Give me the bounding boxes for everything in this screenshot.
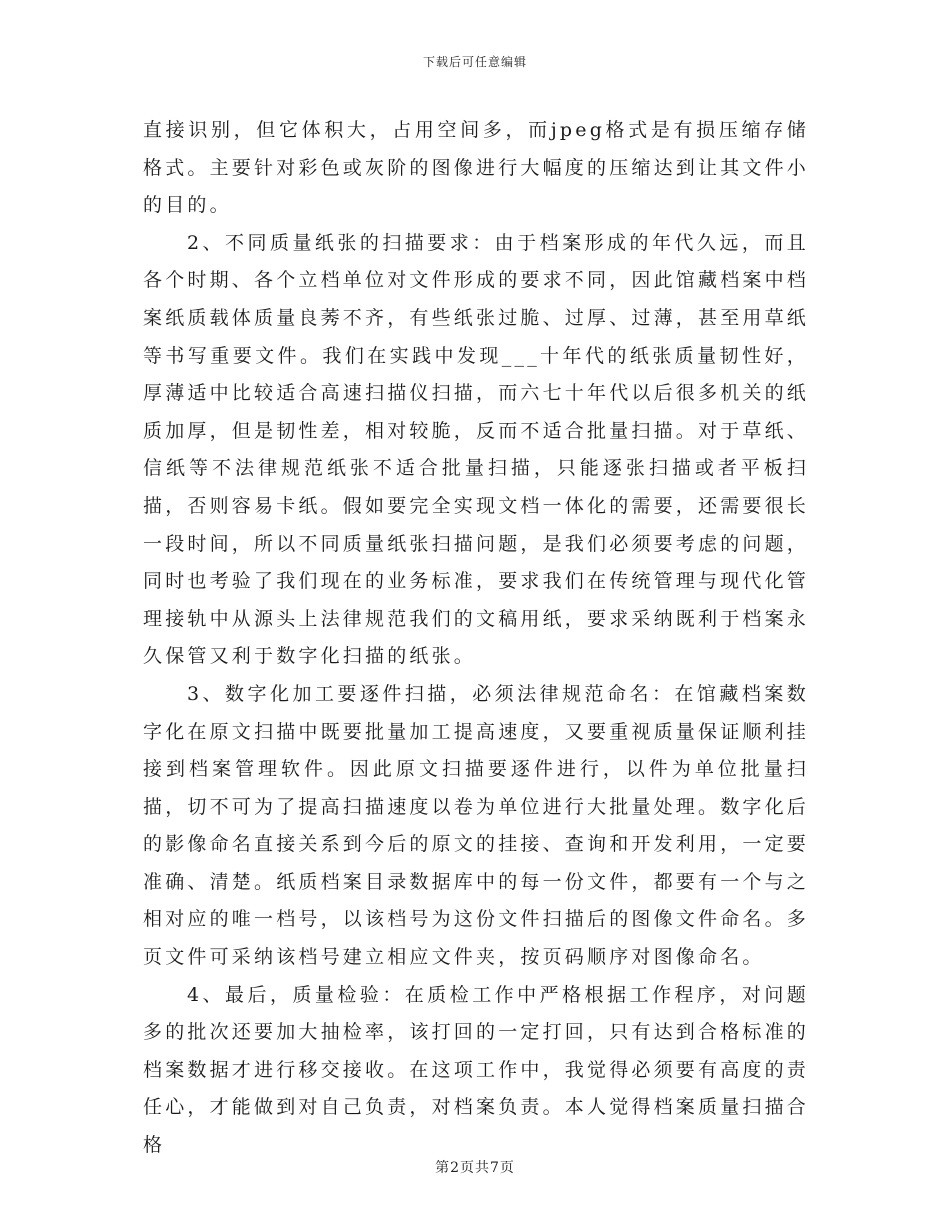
page-number: 第2页共7页 bbox=[435, 1160, 515, 1176]
paragraph-continuation: 直接识别，但它体积大，占用空间多，而jpeg格式是有损压缩存储格式。主要针对彩色或灰阶的图像进行大幅度的压缩达到让其文件小的目的。 bbox=[143, 119, 810, 217]
paragraph-scanning-naming: 3、数字化加工要逐件扫描，必须法律规范命名：在馆藏档案数字化在原文扫描中既要批量加工提高速度，又要重视质量保证顺利挂接到档案管理软件。因此原文扫描要逐件进行，以件为单位批量扫描，切不可为了提高扫描速度以卷为单位进行大批量处理。数字化后的影像命名直接关系到今后的原文的挂接、查询和开发利用，一定要准确、清楚。纸质档案目录数据库中的每一份文件，都要有一个与之相对应的唯一档号，以该档号为这份文件扫描后的图像文件命名。多页文件可采纳该档号建立相应文件夹，按页码顺序对图像命名。 bbox=[143, 682, 810, 969]
page-header: 下载后可任意编辑 bbox=[422, 55, 527, 69]
paragraph-paper-quality: 2、不同质量纸张的扫描要求：由于档案形成的年代久远，而且各个时期、各个立档单位对文件形成的要求不同，因此馆藏档案中档案纸质载体质量良莠不齐，有些纸张过脆、过厚、过薄，甚至用草纸等书写重要文件。我们在实践中发现___十年代的纸张质量韧性好，厚薄适中比较适合高速扫描仪扫描，而六七十年代以后很多机关的纸质加厚，但是韧性差，相对较脆，反而不适合批量扫描。对于草纸、信纸等不法律规范纸张不适合批量扫描，只能逐张扫描或者平板扫描，否则容易卡纸。假如要完全实现文档一体化的需要，还需要很长一段时间，所以不同质量纸张扫描问题，是我们必须要考虑的问题，同时也考验了我们现在的业务标准，要求我们在传统管理与现代化管理接轨中从源头上法律规范我们的文稿用纸，要求采纳既利于档案永久保管又利于数字化扫描的纸张。 bbox=[143, 231, 810, 668]
paragraph-quality-check: 4、最后，质量检验：在质检工作中严格根据工作程序，对问题多的批次还要加大抽检率，该打回的一定打回，只有达到合格标准的档案数据才进行移交接收。在这项工作中，我觉得必须要有高度的责任心，才能做到对自己负责，对档案负责。本人觉得档案质量扫描合格 bbox=[143, 983, 810, 1157]
document-body bbox=[143, 112, 809, 1165]
